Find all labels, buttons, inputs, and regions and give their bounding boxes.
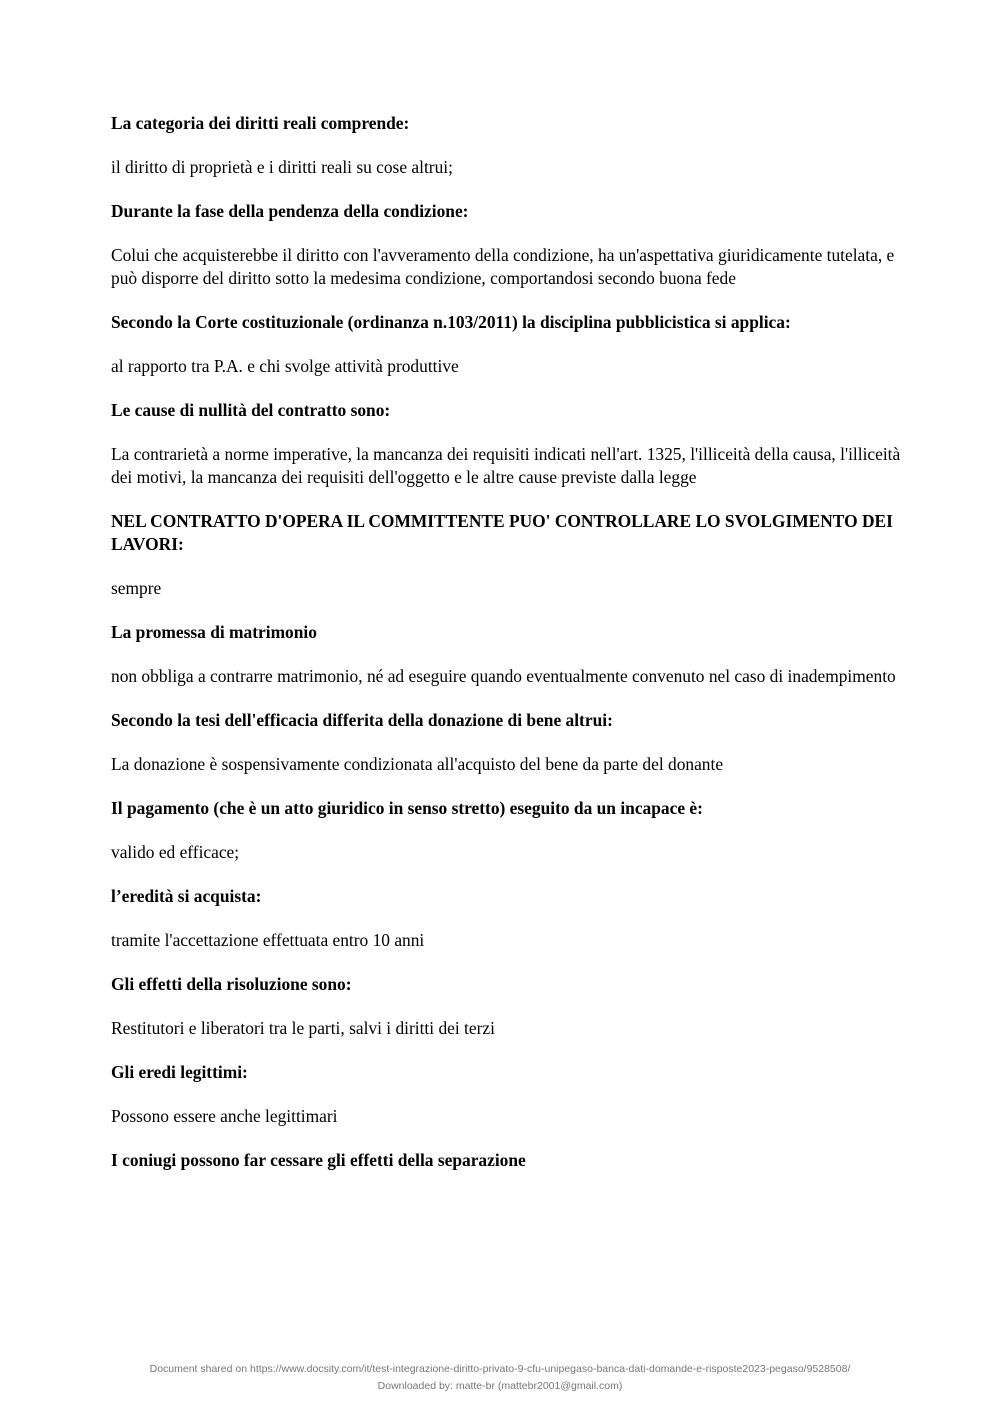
answer-text: Restitutori e liberatori tra le parti, salvi i diritti dei terzi bbox=[111, 1018, 495, 1038]
answer-text: al rapporto tra P.A. e chi svolge attività produttive bbox=[111, 356, 459, 376]
page-footer bbox=[0, 1361, 1000, 1395]
question-text: Le cause di nullità del contratto sono: bbox=[111, 400, 391, 420]
answer-text: Colui che acquisterebbe il diritto con l'avveramento della condizione, ha un'aspettativa giuridicamente tutelata, e può disporre del diritto sotto la medesima condizione, comportandosi secondo buona fede bbox=[111, 245, 895, 288]
question-text: Secondo la tesi dell'efficacia differita della donazione di bene altrui: bbox=[111, 710, 613, 730]
question-text: Durante la fase della pendenza della condizione: bbox=[111, 201, 469, 221]
question-text: Gli eredi legittimi: bbox=[111, 1062, 248, 1082]
answer-text: il diritto di proprietà e i diritti reali su cose altrui; bbox=[111, 157, 453, 177]
question-text: Gli effetti della risoluzione sono: bbox=[111, 974, 352, 994]
question-text: Il pagamento (che è un atto giuridico in senso stretto) eseguito da un incapace è: bbox=[111, 798, 703, 818]
question-text: La categoria dei diritti reali comprende: bbox=[111, 113, 410, 133]
question-text: La promessa di matrimonio bbox=[111, 622, 317, 642]
question-text: Secondo la Corte costituzionale (ordinanza n.103/2011) la disciplina pubblicistica si applica: bbox=[111, 312, 791, 332]
footer-downloaded-by: Downloaded by: matte-br (mattebr2001@gmail.com) bbox=[377, 1380, 623, 1392]
answer-text: La donazione è sospensivamente condizionata all'acquisto del bene da parte del donante bbox=[111, 754, 724, 774]
answer-text: non obbliga a contrarre matrimonio, né ad eseguire quando eventualmente convenuto nel caso di inadempimento bbox=[111, 666, 896, 686]
answer-text: sempre bbox=[111, 578, 162, 598]
question-text: I coniugi possono far cessare gli effetti della separazione bbox=[111, 1150, 526, 1170]
answer-text: La contrarietà a norme imperative, la mancanza dei requisiti indicati nell'art. 1325, l'illiceità della causa, l'illiceità dei motivi, la mancanza dei requisiti dell'oggetto e le altre cause previste dalla legge bbox=[111, 444, 901, 487]
question-text: l’eredità si acquista: bbox=[111, 886, 262, 906]
document-body bbox=[111, 112, 901, 1193]
answer-text: Possono essere anche legittimari bbox=[111, 1106, 338, 1126]
answer-text: tramite l'accettazione effettuata entro 10 anni bbox=[111, 930, 425, 950]
question-text: NEL CONTRATTO D'OPERA IL COMMITTENTE PUO' CONTROLLARE LO SVOLGIMENTO DEI LAVORI: bbox=[111, 511, 893, 554]
answer-text: valido ed efficace; bbox=[111, 842, 240, 862]
footer-shared-link[interactable]: Document shared on https://www.docsity.com/it/test-integrazione-diritto-privato-9-cfu-unipegaso-banca-dati-domande-e-risposte2023-pegaso/9528508/ bbox=[149, 1363, 851, 1375]
